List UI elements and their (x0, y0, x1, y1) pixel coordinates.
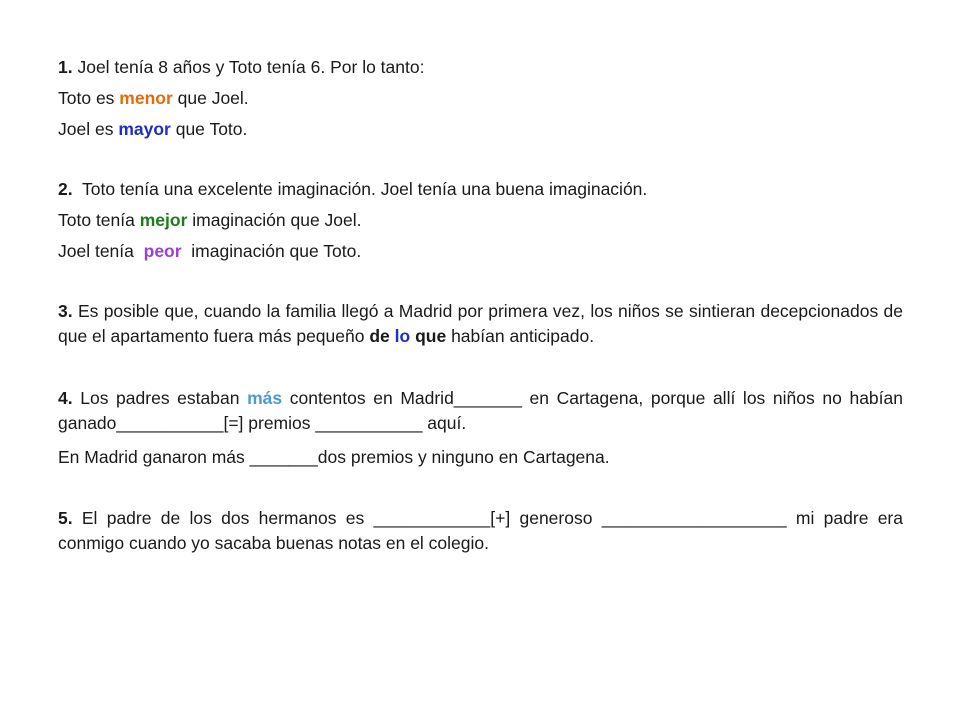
keyword-mayor: mayor (118, 119, 171, 139)
ex2-line2-start: Toto tenía (58, 210, 140, 230)
keyword-mejor: mejor (139, 210, 188, 230)
ex3-text-end: habían anticipado. (446, 326, 595, 346)
ex4-line-2: En Madrid ganaron más _______dos premios y ninguno en Cartagena. (58, 447, 610, 467)
ex1-line2-end: que Joel. (172, 88, 249, 108)
ex1-number: 1. (58, 57, 73, 77)
ex2-number: 2. (58, 179, 73, 199)
ex2-line3-start: Joel tenía (58, 241, 144, 261)
ex1-line3-end: que Toto. (170, 119, 248, 139)
ex4-paragraph (58, 386, 903, 436)
ex2-line-2 (58, 209, 362, 231)
ex1-line-2 (58, 87, 249, 109)
ex1-line2-start: Toto es (58, 88, 120, 108)
ex2-line3-end: imaginación que Toto. (181, 241, 362, 261)
keyword-lo: lo (394, 326, 411, 346)
ex1-intro-text: Joel tenía 8 años y Toto tenía 6. Por lo tanto: (72, 57, 425, 77)
keyword-que: que (415, 326, 447, 346)
keyword-menor: menor (119, 88, 173, 108)
ex3-text-start: Es posible que, cuando la familia llegó a Madrid por primera vez, los niños se sintieran decepcionados de que el apartamento fuera más pequeño (58, 301, 903, 346)
ex4-text-start: Los padres estaban (72, 388, 248, 408)
ex4-number: 4. (58, 388, 73, 408)
ex5-paragraph (58, 506, 903, 556)
ex3-number: 3. (58, 301, 73, 321)
ex2-line2-end: imaginación que Joel. (187, 210, 362, 230)
keyword-peor: peor (143, 241, 182, 261)
ex2-intro-text: Toto tenía una excelente imaginación. Joel tenía una buena imaginación. (72, 179, 648, 199)
ex3-paragraph (58, 299, 903, 349)
ex1-intro (58, 56, 424, 78)
ex2-line-3 (58, 240, 361, 262)
ex1-line-3 (58, 118, 247, 140)
ex1-line3-start: Joel es (58, 119, 119, 139)
keyword-mas: más (247, 388, 283, 408)
ex2-intro (58, 178, 647, 200)
ex4-text-end: contentos en Madrid_______ en Cartagena, porque allí los niños no habían ganado___________[=] premios ___________ aquí. (58, 388, 903, 433)
ex5-text: El padre de los dos hermanos es ____________[+] generoso ___________________ mi padre era conmigo cuando yo sacaba buenas notas en el colegio. (58, 508, 903, 553)
keyword-de: de (369, 326, 390, 346)
ex5-number: 5. (58, 508, 73, 528)
